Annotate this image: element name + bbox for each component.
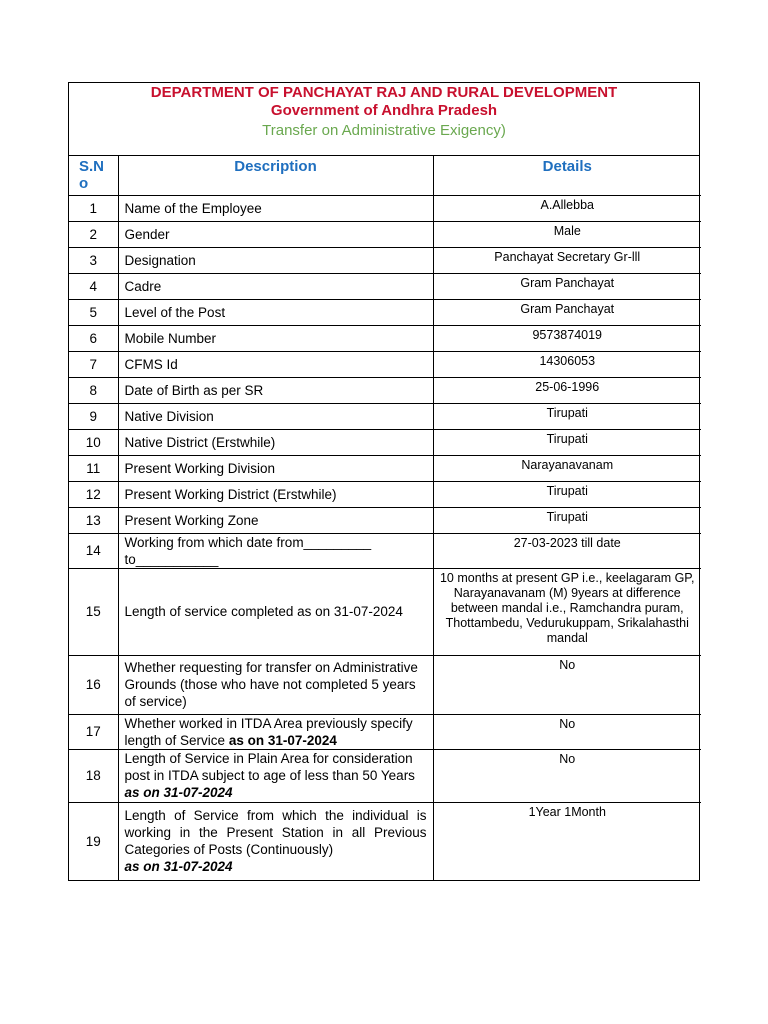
table-row bbox=[69, 455, 701, 481]
table-row bbox=[69, 273, 701, 299]
row-description: Native District (Erstwhile) bbox=[118, 429, 433, 455]
details-table bbox=[69, 156, 701, 880]
table-row bbox=[69, 533, 701, 568]
table-row bbox=[69, 568, 701, 655]
table-row bbox=[69, 429, 701, 455]
row-description: Present Working Division bbox=[118, 455, 433, 481]
as-on-date: as on 31-07-2024 bbox=[228, 732, 337, 748]
row-sno: 16 bbox=[69, 655, 118, 714]
row-description: Name of the Employee bbox=[118, 195, 433, 221]
row-sno: 10 bbox=[69, 429, 118, 455]
row-sno: 17 bbox=[69, 714, 118, 749]
column-header-details: Details bbox=[433, 156, 701, 195]
row-description: Gender bbox=[118, 221, 433, 247]
row-sno: 13 bbox=[69, 507, 118, 533]
row-details: 14306053 bbox=[433, 351, 701, 377]
row-details: Tirupati bbox=[433, 481, 701, 507]
row-sno: 11 bbox=[69, 455, 118, 481]
row-sno: 2 bbox=[69, 221, 118, 247]
row-details: Tirupati bbox=[433, 507, 701, 533]
row-sno: 3 bbox=[69, 247, 118, 273]
row-description: Designation bbox=[118, 247, 433, 273]
row-description: Level of the Post bbox=[118, 299, 433, 325]
table-row bbox=[69, 247, 701, 273]
row-description: CFMS Id bbox=[118, 351, 433, 377]
row-details: Male bbox=[433, 221, 701, 247]
table-row bbox=[69, 299, 701, 325]
row-sno: 18 bbox=[69, 749, 118, 802]
row-details: 10 months at present GP i.e., keelagaram GP, Narayanavanam (M) 9years at difference between mandal i.e., Ramchandra puram, Thottambedu, Vedurukuppam, Srikalahasthi mandal bbox=[433, 568, 701, 655]
row-sno: 19 bbox=[69, 802, 118, 880]
row-details: Panchayat Secretary Gr-lll bbox=[433, 247, 701, 273]
column-header-description: Description bbox=[118, 156, 433, 195]
row-description: Date of Birth as per SR bbox=[118, 377, 433, 403]
table-row bbox=[69, 714, 701, 749]
row-details: No bbox=[433, 714, 701, 749]
row-details: 25-06-1996 bbox=[433, 377, 701, 403]
row-description-text: Length of Service in Plain Area for consideration post in ITDA subject to age of less than 50 Years bbox=[124, 751, 415, 783]
government-title: Government of Andhra Pradesh bbox=[270, 102, 498, 119]
row-sno: 15 bbox=[69, 568, 118, 655]
column-header-sno: S.N o bbox=[69, 156, 118, 195]
table-row bbox=[69, 403, 701, 429]
row-sno: 5 bbox=[69, 299, 118, 325]
row-description: Present Working Zone bbox=[118, 507, 433, 533]
as-on-date: as on 31-07-2024 bbox=[124, 785, 233, 800]
row-description-text: Length of Service from which the individual is working in the Present Station in all Previous Categories of Posts (Continuously) bbox=[124, 808, 427, 858]
row-details: 1Year 1Month bbox=[433, 802, 701, 880]
row-description: Length of service completed as on 31-07-2024 bbox=[118, 568, 433, 655]
row-details: Narayanavanam bbox=[433, 455, 701, 481]
transfer-form bbox=[68, 82, 700, 881]
row-description: Cadre bbox=[118, 273, 433, 299]
row-description bbox=[118, 714, 433, 749]
row-sno: 14 bbox=[69, 533, 118, 568]
row-description: Whether requesting for transfer on Administrative Grounds (those who have not completed 5 years of service) bbox=[118, 655, 433, 714]
table-row bbox=[69, 507, 701, 533]
row-description: Mobile Number bbox=[118, 325, 433, 351]
row-sno: 7 bbox=[69, 351, 118, 377]
form-subtitle: Transfer on Administrative Exigency) bbox=[262, 122, 506, 139]
row-details: No bbox=[433, 749, 701, 802]
table-row bbox=[69, 655, 701, 714]
row-details: Gram Panchayat bbox=[433, 299, 701, 325]
row-details: 9573874019 bbox=[433, 325, 701, 351]
row-sno: 8 bbox=[69, 377, 118, 403]
table-row bbox=[69, 325, 701, 351]
table-row bbox=[69, 221, 701, 247]
row-description bbox=[118, 749, 433, 802]
table-row bbox=[69, 195, 701, 221]
as-on-date: as on 31-07-2024 bbox=[124, 859, 233, 875]
table-header-row bbox=[69, 156, 701, 195]
row-description: Native Division bbox=[118, 403, 433, 429]
department-title: DEPARTMENT OF PANCHAYAT RAJ AND RURAL DEVELOPMENT bbox=[150, 84, 618, 101]
row-details: A.Allebba bbox=[433, 195, 701, 221]
row-sno: 6 bbox=[69, 325, 118, 351]
table-row bbox=[69, 481, 701, 507]
row-description-text: Whether worked in ITDA Area previously specify length of Service bbox=[124, 715, 413, 748]
row-details: Tirupati bbox=[433, 429, 701, 455]
table-row bbox=[69, 802, 701, 880]
row-details: No bbox=[433, 655, 701, 714]
row-sno: 4 bbox=[69, 273, 118, 299]
row-details: Tirupati bbox=[433, 403, 701, 429]
row-description: Present Working District (Erstwhile) bbox=[118, 481, 433, 507]
table-row bbox=[69, 377, 701, 403]
row-description: Working from which date from_________ to___________ bbox=[118, 533, 433, 568]
row-details: Gram Panchayat bbox=[433, 273, 701, 299]
row-sno: 12 bbox=[69, 481, 118, 507]
row-details: 27-03-2023 till date bbox=[433, 533, 701, 568]
row-sno: 1 bbox=[69, 195, 118, 221]
table-row bbox=[69, 749, 701, 802]
form-header bbox=[69, 83, 699, 156]
row-sno: 9 bbox=[69, 403, 118, 429]
row-description bbox=[118, 802, 433, 880]
table-row bbox=[69, 351, 701, 377]
